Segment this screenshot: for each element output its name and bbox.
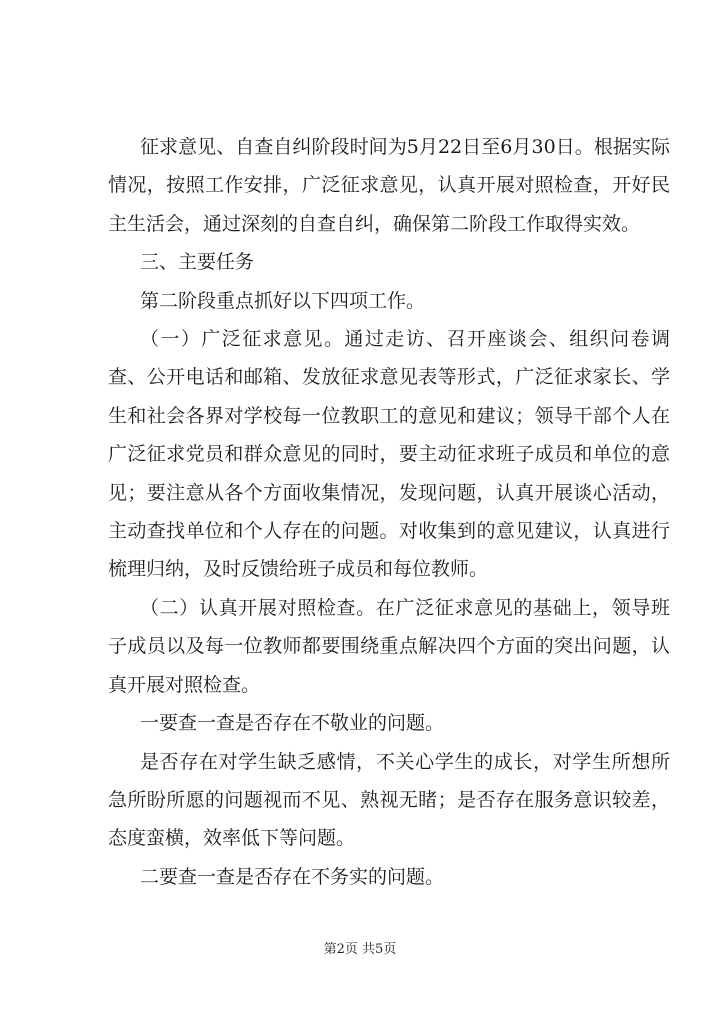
paragraph-check-pragmatism: 二要查一查是否存在不务实的问题。	[140, 865, 445, 888]
paragraph-dedication-details: 是否存在对学生缺乏感情，不关心学生的成长，对学生所想所急所盼所愿的问题视而不见、熟视无睹；是否存在服务意识较差，态度蛮横，效率低下等问题。	[108, 750, 670, 850]
page-footer: 第2页 共5页	[323, 942, 397, 957]
document-body	[108, 128, 670, 896]
paragraph-check-dedication: 一要查一查是否存在不敬业的问题。	[140, 712, 445, 735]
paragraph-task-two: （二）认真开展对照检查。在广泛征求意见的基础上，领导班子成员以及每一位教师都要围绕重点解决四个方面的突出问题，认真开展对照检查。	[108, 596, 670, 696]
heading-main-tasks: 三、主要任务	[140, 251, 255, 274]
paragraph-schedule: 征求意见、自查自纠阶段时间为5月22日至6月30日。根据实际情况，按照工作安排，广泛征求意见，认真开展对照检查，开好民主生活会，通过深刻的自查自纠，确保第二阶段工作取得实效。	[108, 136, 670, 235]
paragraph-four-tasks-intro: 第二阶段重点抓好以下四项工作。	[140, 289, 426, 312]
paragraph-task-one: （一）广泛征求意见。通过走访、召开座谈会、组织问卷调查、公开电话和邮箱、发放征求意见表等形式，广泛征求家长、学生和社会各界对学校每一位教职工的意见和建议；领导干部个人在广泛征求党员和群众意见的同时，要主动征求班子成员和单位的意见；要注意从各个方面收集情况，发现问题，认真开展谈心活动，主动查找单位和个人存在的问题。对收集到的意见建议，认真进行梳理归纳，及时反馈给班子成员和每位教师。	[108, 328, 670, 581]
